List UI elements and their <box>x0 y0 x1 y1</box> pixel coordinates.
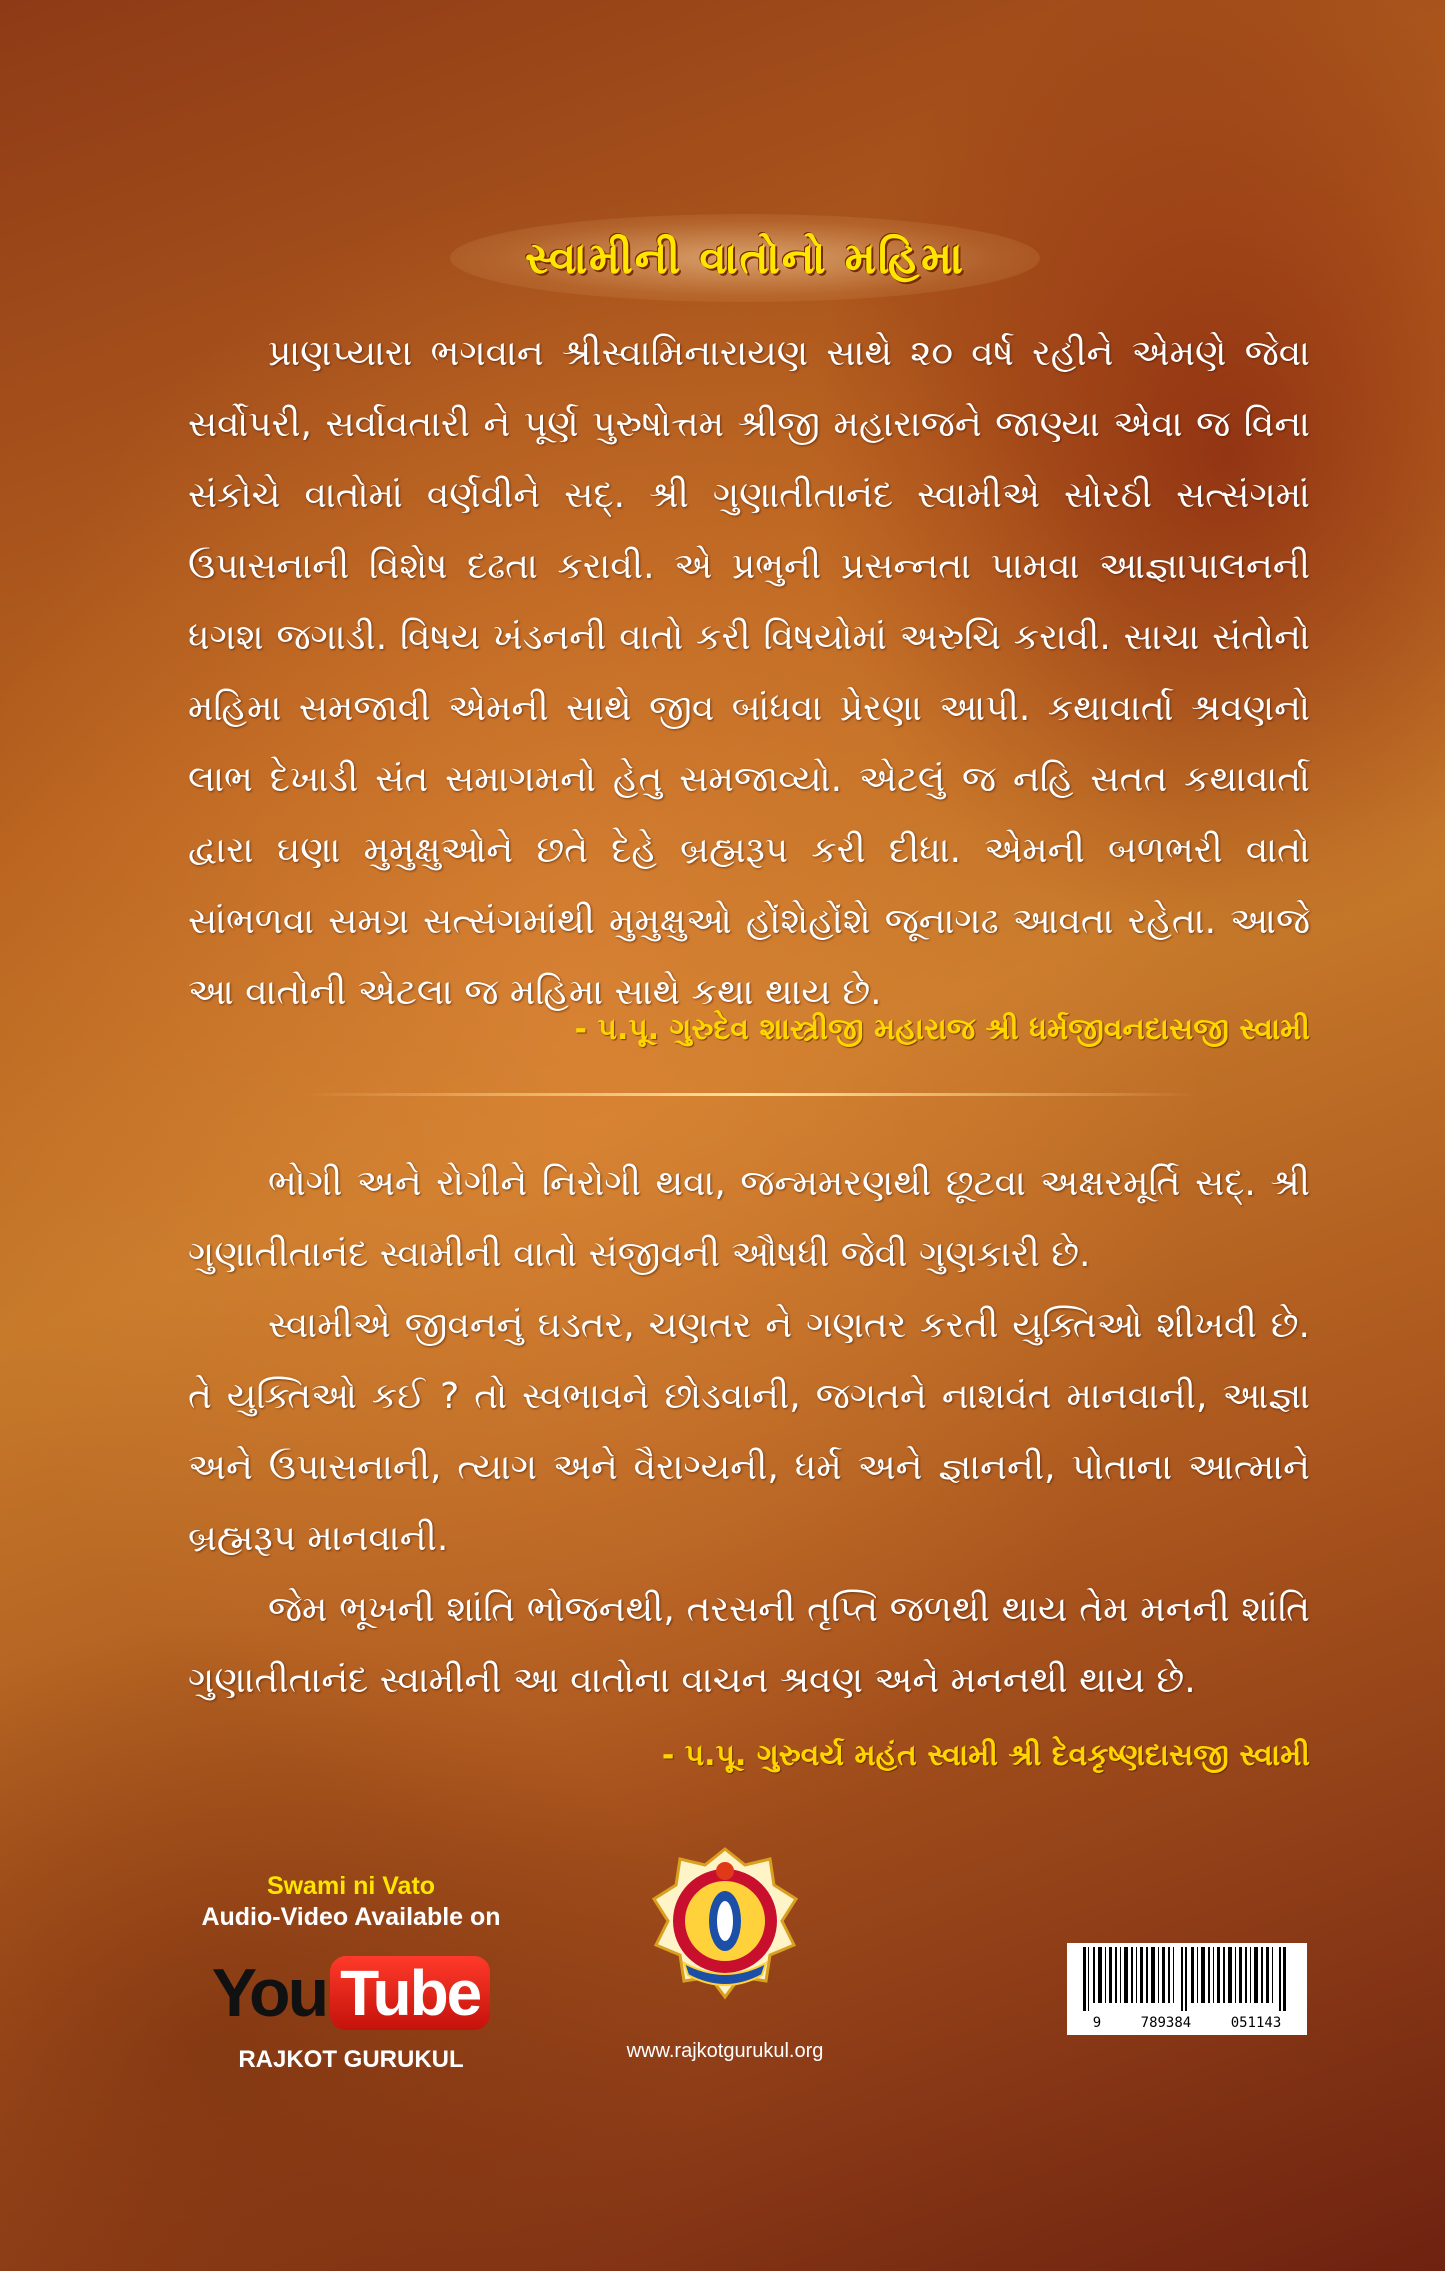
paragraph-1: પ્રાણપ્યારા ભગવાન શ્રીસ્વામિનારાયણ સાથે ૨૦ વર્ષ રહીને એમણે જેવા સર્વોપરી, સર્વાવતારી ને પૂર્ણ પુરુષોત્તમ શ્રીજી મહારાજને જાણ્યા એવા જ વિના સંકોચે વાતોમાં વર્ણવીને સદ્. શ્રી ગુણાતીતાનંદ સ્વામીએ સોરઠી સત્સંગમાં ઉપાસનાની વિશેષ દઢતા કરાવી. એ પ્રભુની પ્રસન્નતા પામવા આજ્ઞાપાલનની ધગશ જગાડી. વિષય ખંડનની વાતો કરી વિષયોમાં અરુચિ કરાવી. સાચા સંતોનો મહિમા સમજાવી એમની સાથે જીવ બાંધવા પ્રેરણા આપી. કથાવાર્તા શ્રવણનો લાભ દેખાડી સંત સમાગમનો હેતુ સમજાવ્યો. એટલું જ નહિ સતત કથાવાર્તા દ્વારા ઘણા મુમુક્ષુઓને છતે દેહે બ્રહ્મરૂપ કરી દીધા. એમની બળભરી વાતો સાંભળવા સમગ્ર સત્સંગમાંથી મુમુક્ષુઓ હોંશેહોંશે જૂનાગઢ આવતા રહેતા. આજે આ વાતોની એટલા જ મહિમા સાથે કથા થાય છે. <box>188 333 1310 1013</box>
youtube-subtitle: Audio-Video Available on <box>201 1903 501 1931</box>
youtube-logo-you: You <box>211 1955 327 2031</box>
paragraph-2: ભોગી અને રોગીને નિરોગી થવા, જન્મમરણથી છૂટવા અક્ષરમૂર્તિ સદ્. શ્રી ગુણાતીતાનંદ સ્વામીની વાતો સંજીવની ઔષધી જેવી ગુણકારી છે. <box>188 1163 1310 1275</box>
barcode-digits <box>1067 2015 1307 2031</box>
title-banner <box>450 214 1040 302</box>
paragraph-4: જેમ ભૂખની શાંતિ ભોજનથી, તરસની તૃપ્તિ જળથી થાય તેમ મનની શાંતિ ગુણાતીતાનંદ સ્વામીની આ વાતોના વાચન શ્રવણ અને મનનથી થાય છે. <box>188 1589 1310 1701</box>
youtube-promo <box>186 1872 516 2074</box>
signature-1: - પ.પૂ. ગુરુદેવ શાસ્ત્રીજી મહારાજ શ્રી ધર્મજીવનદાસજી સ્વામી <box>574 1012 1310 1047</box>
gurukul-emblem-icon <box>650 1845 800 2005</box>
page-title: સ્વામીની વાતોનો મહિમા <box>525 232 965 284</box>
website-link[interactable]: www.rajkotgurukul.org <box>626 2040 824 2062</box>
divider <box>300 1093 1200 1096</box>
barcode-digit-prefix: 9 <box>1092 2015 1102 2031</box>
signature-2: - પ.પૂ. ગુરુવર્ય મહંત સ્વામી શ્રી દેવકૃષ્ણદાસજી સ્વામી <box>661 1738 1310 1773</box>
barcode-digits-left: 789384 <box>1140 2015 1192 2031</box>
youtube-title: Swami ni Vato <box>266 1872 436 1900</box>
youtube-logo-tube: Tube <box>330 1956 490 2030</box>
barcode-digits-right: 051143 <box>1230 2015 1282 2031</box>
paragraph-3: સ્વામીએ જીવનનું ઘડતર, ચણતર ને ગણતર કરતી યુક્તિઓ શીખવી છે. તે યુક્તિઓ કઈ ? તો સ્વભાવને છોડવાની, જગતને નાશવંત માનવાની, આજ્ઞા અને ઉપાસનાની, ત્યાગ અને વૈરાગ્યની, ધર્મ અને જ્ઞાનની, પોતાના આત્માને બ્રહ્મરૂપ માનવાની. <box>188 1305 1310 1559</box>
barcode-bars-icon <box>1067 1943 1307 2011</box>
barcode <box>1067 1943 1307 2035</box>
youtube-logo-icon[interactable] <box>186 1954 516 2032</box>
youtube-channel: RAJKOT GURUKUL <box>238 2046 464 2073</box>
